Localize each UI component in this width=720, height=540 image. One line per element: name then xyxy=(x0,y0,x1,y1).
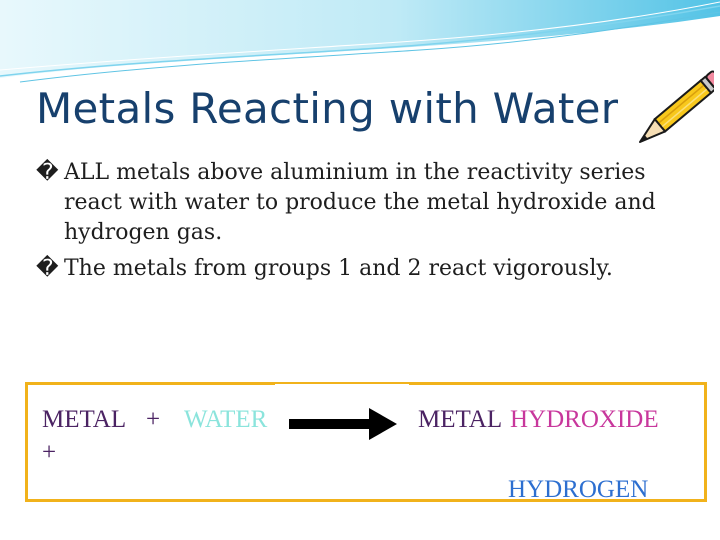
slide-title: Metals Reacting with Water xyxy=(36,84,619,133)
equation-water: WATER xyxy=(184,406,268,433)
bullet-item xyxy=(36,158,696,248)
equation-product-hydroxide: HYDROXIDE xyxy=(510,406,659,433)
bullet-item xyxy=(36,254,696,284)
equation-plus: + xyxy=(42,439,57,466)
bullet-icon: � xyxy=(36,160,59,185)
equation-metal: METAL xyxy=(42,406,127,433)
header-wave-decoration xyxy=(0,0,720,90)
bullet-list xyxy=(36,158,696,290)
right-arrow-icon xyxy=(289,406,399,442)
equation-product-hydrogen: HYDROGEN xyxy=(508,476,649,503)
bullet-icon: � xyxy=(36,256,59,281)
bullet-text: The metals from groups 1 and 2 react vigorously. xyxy=(64,256,613,281)
bullet-text: ALL metals above aluminium in the reactivity series react with water to produce the metal hydroxide and hydrogen gas. xyxy=(64,160,656,245)
equation-plus: + xyxy=(146,406,161,433)
equation-product-metal: METAL xyxy=(418,406,503,433)
pencil-icon xyxy=(634,68,714,146)
